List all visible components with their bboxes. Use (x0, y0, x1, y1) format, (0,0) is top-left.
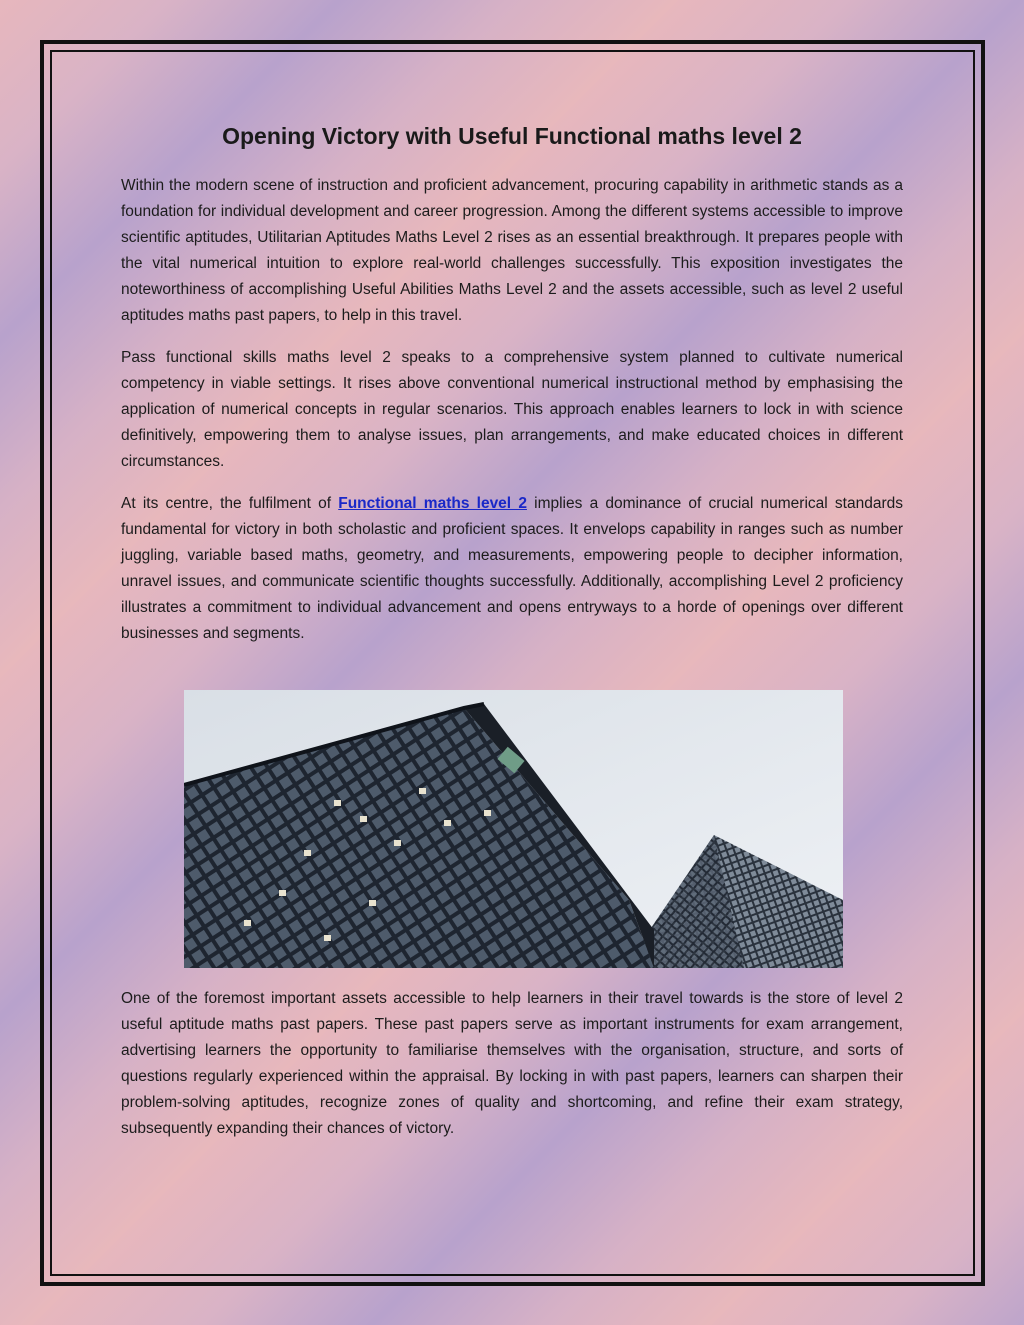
paragraph-4: One of the foremost important assets accessible to help learners in their travel towards is the store of level 2 useful aptitude maths past papers. These past papers serve as important instruments for exam arrangement, advertising learners the opportunity to familiarise themselves with the organisation, structure, and sorts of questions regularly experienced within the appraisal. By locking in with past papers, learners can sharpen their problem-solving aptitudes, recognize zones of quality and shortcoming, and refine their exam strategy, subsequently expanding their chances of victory. (121, 990, 903, 1137)
page-title: Opening Victory with Useful Functional maths level 2 (222, 123, 802, 149)
paragraph-3-start: At its centre, the fulfilment of (121, 495, 339, 512)
functional-maths-link[interactable]: Functional maths level 2 (338, 495, 527, 512)
article-body (121, 173, 903, 663)
paragraph-1: Within the modern scene of instruction and proficient advancement, procuring capability in arithmetic stands as a foundation for individual development and career progression. Among the different systems accessible to improve scientific aptitudes, Utilitarian Aptitudes Maths Level 2 rises as an essential breakthrough. It prepares people with the vital numerical intuition to explore real-world challenges successfully. This exposition investigates the noteworthiness of accomplishing Useful Abilities Maths Level 2 and the assets accessible, such as level 2 useful aptitudes maths past papers, to help in this travel. (121, 177, 903, 324)
paragraph-3 (121, 491, 903, 647)
paragraph-3-end: implies a dominance of crucial numerical standards fundamental for victory in both scholastic and proficient spaces. It envelops capability in ranges such as number juggling, variable based maths, geometry, and measurements, empowering people to decipher information, unravel issues, and communicate scientific thoughts successfully. Additionally, accomplishing Level 2 proficiency illustrates a commitment to individual advancement and opens entryways to a horde of openings over different businesses and segments. (121, 495, 903, 642)
paragraph-2: Pass functional skills maths level 2 speaks to a comprehensive system planned to cultivate numerical competency in viable settings. It rises above conventional numerical instructional method by emphasising the application of numerical concepts in regular scenarios. This approach enables learners to lock in with science definitively, empowering them to analyse issues, plan arrangements, and make educated choices in different circumstances. (121, 349, 903, 470)
skyscraper-photo (184, 690, 843, 968)
